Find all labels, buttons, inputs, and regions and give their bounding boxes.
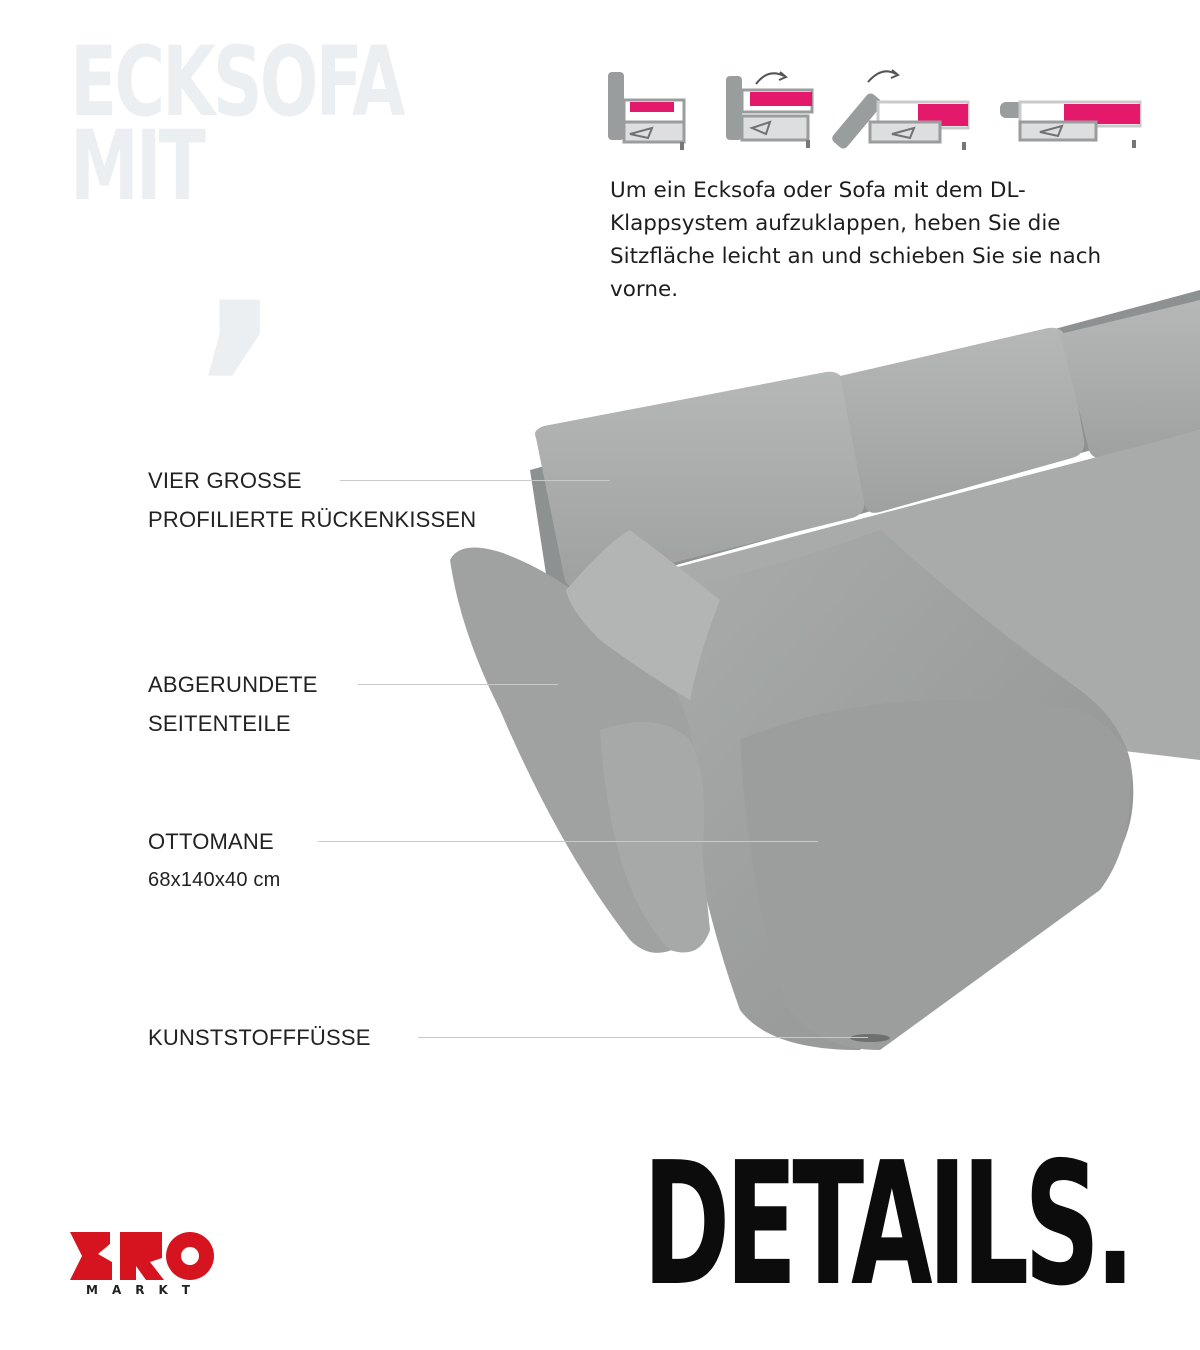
sofa-step-3-icon bbox=[830, 70, 968, 151]
feature-side-parts bbox=[148, 665, 318, 743]
sofa-step-2-icon bbox=[726, 72, 812, 148]
feature-ottoman-line-1: OTTOMANE bbox=[148, 829, 274, 854]
feature-back-cushions bbox=[148, 461, 476, 539]
headline-comma: , bbox=[196, 131, 284, 398]
feature-plastic-feet-line-1: KUNSTSTOFFFÜSSE bbox=[148, 1025, 371, 1050]
logo-subtitle: MARKT bbox=[86, 1283, 204, 1297]
headline-line-1: ECKSOFA bbox=[70, 26, 403, 138]
feature-back-cushions-line-1: VIER GROSSE bbox=[148, 468, 302, 493]
headline-line-2: MIT bbox=[70, 110, 204, 222]
feature-plastic-feet bbox=[148, 1018, 371, 1057]
leader-side-parts bbox=[358, 684, 558, 685]
leader-back-cushions bbox=[340, 480, 610, 481]
fold-instructions: Um ein Ecksofa oder Sofa mit dem DL-Klappsystem aufzuklappen, heben Sie die Sitzfläche leicht an und schieben Sie sie nach vorne. bbox=[610, 178, 1102, 302]
sofa-step-4-icon bbox=[1000, 102, 1140, 148]
feature-side-parts-line-1: ABGERUNDETE bbox=[148, 672, 318, 697]
fold-steps bbox=[600, 66, 1145, 156]
feature-back-cushions-line-2: PROFILIERTE RÜCKENKISSEN bbox=[148, 507, 477, 532]
feature-ottoman bbox=[148, 822, 280, 900]
leader-plastic-feet bbox=[418, 1037, 868, 1038]
bro-markt-logo bbox=[66, 1228, 216, 1284]
corner-sofa-image bbox=[440, 290, 1200, 1050]
feature-ottoman-dimensions: 68x140x40 cm bbox=[148, 869, 281, 891]
leader-ottoman bbox=[318, 841, 818, 842]
details-title: DETAILS. bbox=[642, 1126, 1130, 1324]
sofa-step-1-icon bbox=[608, 72, 684, 150]
feature-side-parts-line-2: SEITENTEILE bbox=[148, 711, 291, 736]
